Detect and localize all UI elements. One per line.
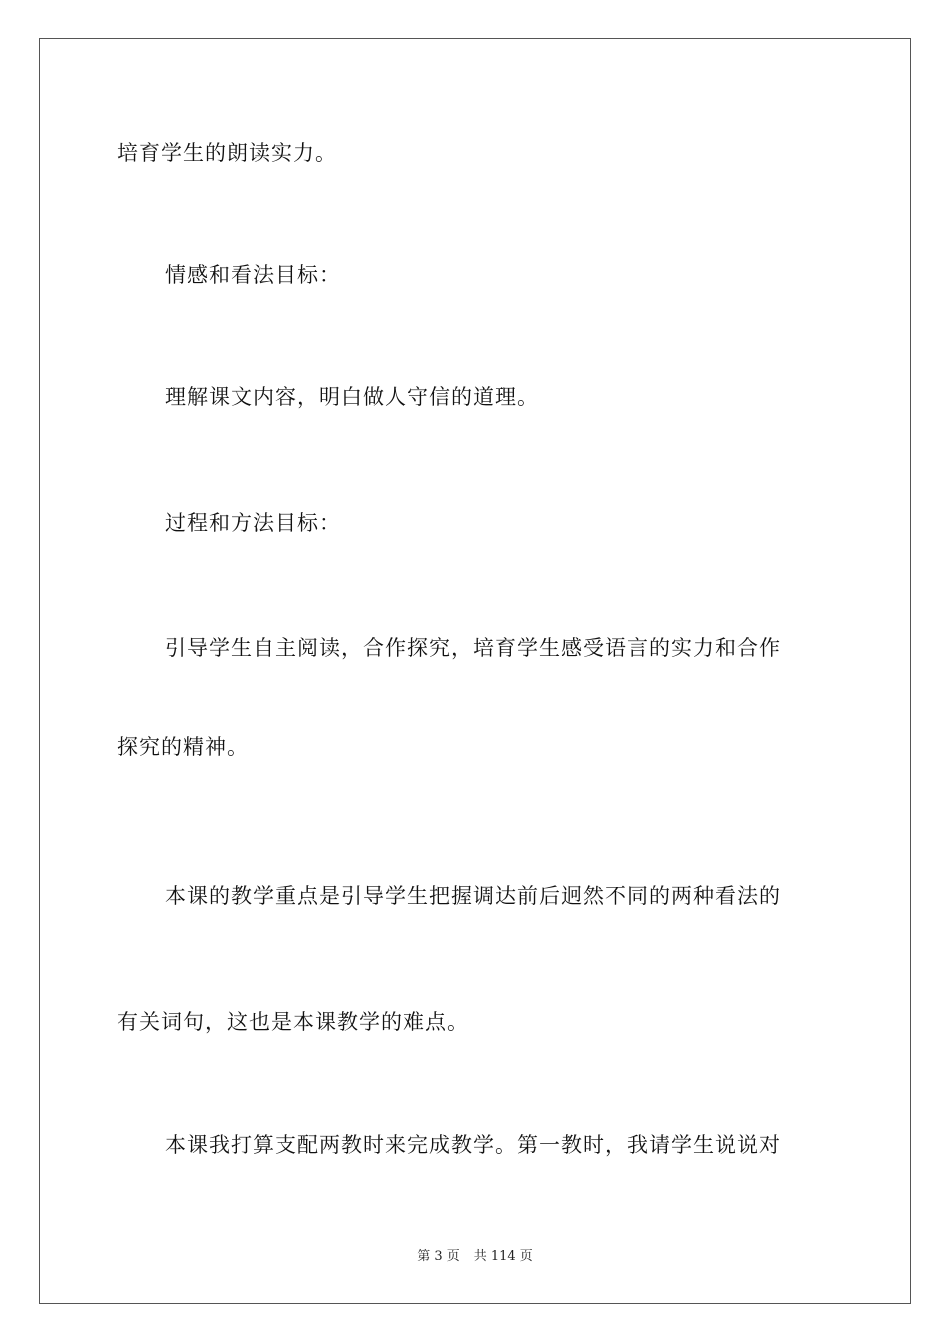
paragraph-line-4: 过程和方法目标：: [165, 511, 341, 535]
total-pages: 共 114 页: [473, 1249, 533, 1264]
page-number: 第 3 页: [417, 1249, 460, 1264]
page-border: [39, 38, 911, 1304]
paragraph-line-6: 探究的精神。: [117, 735, 249, 759]
paragraph-line-5: 引导学生自主阅读，合作探究，培育学生感受语言的实力和合作: [165, 636, 781, 660]
paragraph-line-7: 本课的教学重点是引导学生把握调达前后迥然不同的两种看法的: [165, 884, 781, 908]
paragraph-line-9: 本课我打算支配两教时来完成教学。第一教时，我请学生说说对: [165, 1133, 781, 1157]
paragraph-line-2: 情感和看法目标：: [165, 263, 341, 287]
page-footer: [0, 1248, 950, 1266]
paragraph-line-3: 理解课文内容，明白做人守信的道理。: [165, 385, 539, 409]
paragraph-line-8: 有关词句，这也是本课教学的难点。: [117, 1010, 469, 1034]
paragraph-line-1: 培育学生的朗读实力。: [117, 141, 337, 165]
